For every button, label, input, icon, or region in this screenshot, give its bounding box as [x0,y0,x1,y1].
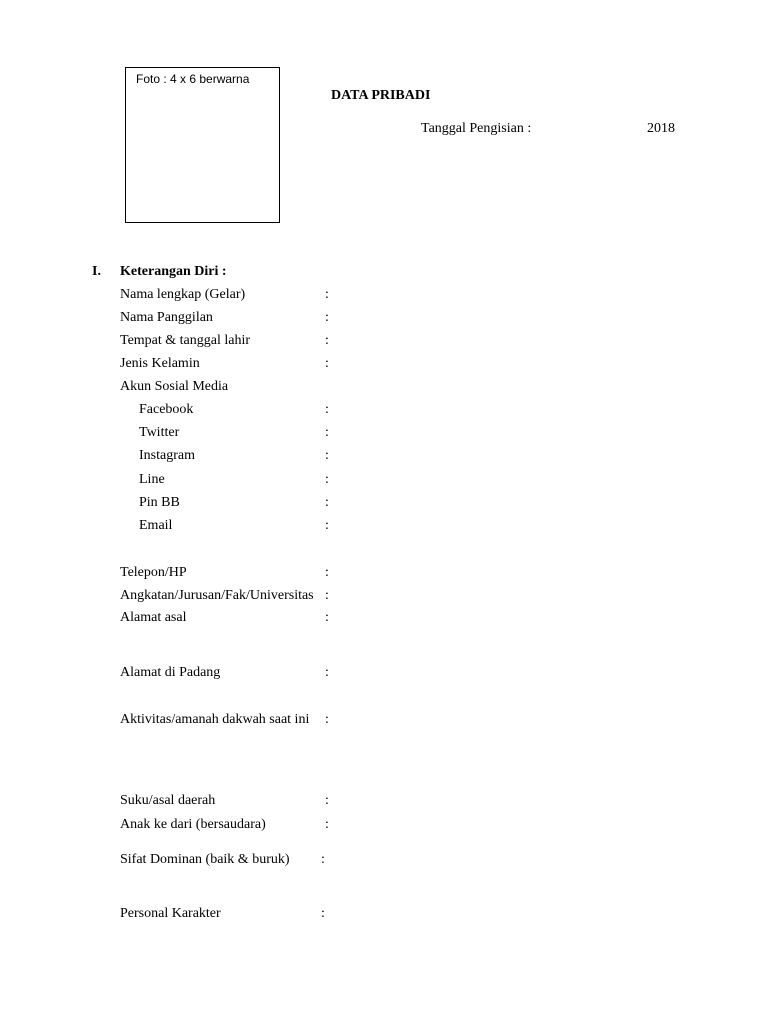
field-label-instagram: Instagram [139,448,195,463]
field-label-facebook: Facebook [139,402,194,417]
photo-placeholder-box [125,67,280,223]
field-colon: : [325,610,329,625]
field-label-line: Line [139,472,165,487]
field-label-email: Email [139,518,173,533]
field-colon: : [321,906,325,921]
field-label-suku: Suku/asal daerah [120,793,216,808]
field-colon: : [325,402,329,417]
field-label-nama-panggilan: Nama Panggilan [120,310,213,325]
field-colon: : [325,287,329,302]
field-label-twitter: Twitter [139,425,180,440]
field-colon: : [325,425,329,440]
field-label-akun-sosial-media: Akun Sosial Media [120,379,229,394]
field-colon: : [325,665,329,680]
field-label-anak-ke: Anak ke dari (bersaudara) [120,817,266,832]
date-year: 2018 [647,121,675,136]
field-colon: : [325,518,329,533]
page-title: DATA PRIBADI [331,88,431,103]
field-colon: : [325,712,329,727]
field-colon: : [325,310,329,325]
field-label-jenis-kelamin: Jenis Kelamin [120,356,200,371]
field-colon: : [325,495,329,510]
field-colon: : [325,472,329,487]
field-label-personal-karakter: Personal Karakter [120,906,221,921]
field-colon: : [325,817,329,832]
field-label-alamat-padang: Alamat di Padang [120,665,221,680]
field-label-alamat-asal: Alamat asal [120,610,187,625]
field-colon: : [325,588,329,603]
date-label: Tanggal Pengisian : [421,121,532,136]
field-label-sifat-dominan: Sifat Dominan (baik & buruk) [120,852,290,867]
section-number: I. [92,264,101,279]
field-label-pin-bb: Pin BB [139,495,180,510]
field-label-aktivitas: Aktivitas/amanah dakwah saat ini [120,712,310,727]
field-label-telepon: Telepon/HP [120,565,187,580]
field-label-tempat-tanggal-lahir: Tempat & tanggal lahir [120,333,251,348]
field-colon: : [321,852,325,867]
field-colon: : [325,333,329,348]
section-heading: Keterangan Diri : [120,264,227,279]
field-colon: : [325,793,329,808]
field-label-angkatan: Angkatan/Jurusan/Fak/Universitas [120,588,314,603]
field-label-nama-lengkap: Nama lengkap (Gelar) [120,287,246,302]
field-colon: : [325,448,329,463]
field-colon: : [325,565,329,580]
field-colon: : [325,356,329,371]
photo-caption: Foto : 4 x 6 berwarna [136,72,250,86]
